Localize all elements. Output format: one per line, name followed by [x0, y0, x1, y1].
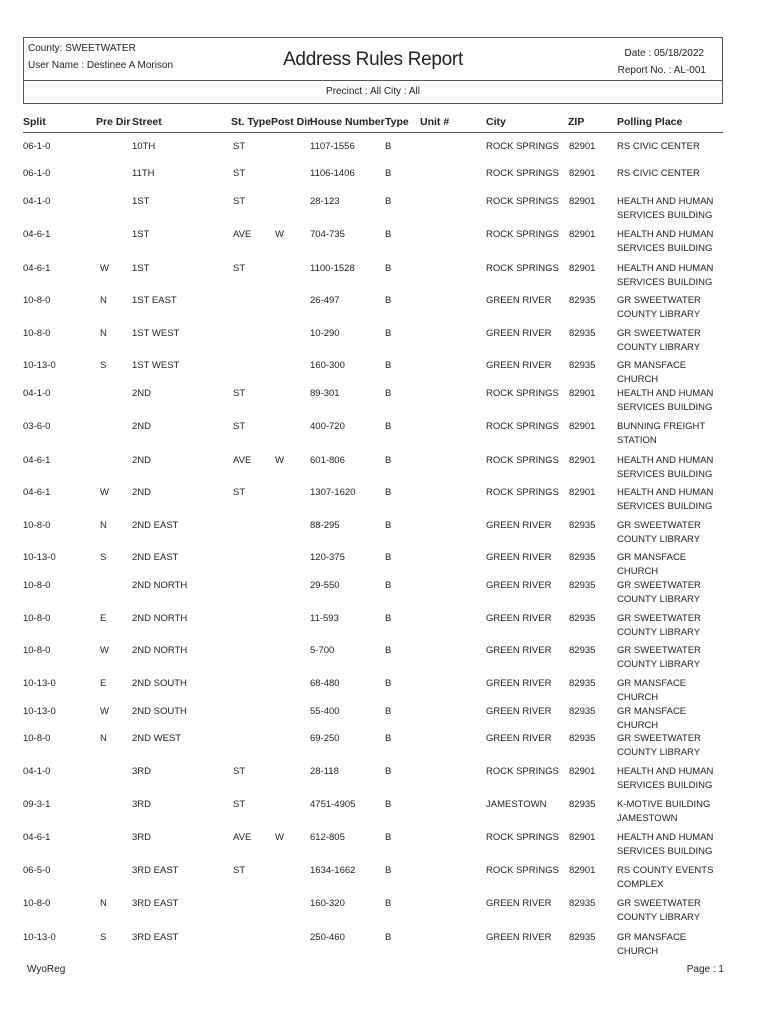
cell-split: 04-6-1: [23, 487, 51, 498]
table-row: [0, 387, 770, 417]
cell-pre-dir: W: [100, 263, 109, 274]
cell-zip: 82901: [569, 168, 596, 179]
cell-st-type: ST: [233, 421, 246, 432]
table-row: [0, 294, 770, 324]
cell-zip: 82901: [569, 766, 596, 777]
cell-city: GREEN RIVER: [486, 295, 552, 306]
cell-city: ROCK SPRINGS: [486, 832, 559, 843]
cell-house-number: 612-805: [310, 832, 345, 843]
cell-street: 10TH: [132, 141, 156, 152]
cell-polling-place: GR MANSFACE CHURCH: [617, 932, 687, 957]
cell-split: 06-1-0: [23, 168, 51, 179]
cell-pre-dir: E: [100, 613, 107, 624]
table-row: [0, 579, 770, 609]
cell-type: B: [385, 229, 392, 240]
table-row: [0, 195, 770, 225]
col-post-dir: Post Dir: [271, 116, 312, 128]
report-date: Date : 05/18/2022: [624, 48, 704, 59]
cell-house-number: 68-480: [310, 678, 340, 689]
cell-city: GREEN RIVER: [486, 328, 552, 339]
cell-polling-place: GR SWEETWATER COUNTY LIBRARY: [617, 328, 701, 353]
cell-st-type: ST: [233, 388, 246, 399]
footer-app-name: WyoReg: [27, 964, 66, 975]
cell-house-number: 160-300: [310, 360, 345, 371]
table-row: [0, 486, 770, 516]
cell-zip: 82935: [569, 706, 596, 717]
table-row: [0, 765, 770, 795]
cell-split: 04-1-0: [23, 388, 51, 399]
cell-split: 09-3-1: [23, 799, 51, 810]
cell-polling-place: GR SWEETWATER COUNTY LIBRARY: [617, 898, 701, 923]
cell-city: GREEN RIVER: [486, 360, 552, 371]
table-row: [0, 732, 770, 762]
cell-polling-place: GR MANSFACE CHURCH: [617, 678, 687, 703]
cell-city: ROCK SPRINGS: [486, 388, 559, 399]
cell-city: GREEN RIVER: [486, 580, 552, 591]
cell-type: B: [385, 168, 392, 179]
cell-zip: 82901: [569, 832, 596, 843]
cell-split: 10-8-0: [23, 520, 51, 531]
cell-type: B: [385, 360, 392, 371]
cell-zip: 82901: [569, 865, 596, 876]
cell-city: ROCK SPRINGS: [486, 141, 559, 152]
cell-street: 3RD: [132, 832, 152, 843]
cell-city: ROCK SPRINGS: [486, 865, 559, 876]
cell-street: 3RD EAST: [132, 898, 179, 909]
cell-split: 10-8-0: [23, 898, 51, 909]
cell-zip: 82935: [569, 360, 596, 371]
cell-street: 1ST EAST: [132, 295, 177, 306]
cell-split: 10-8-0: [23, 580, 51, 591]
report-number: Report No. : AL-001: [617, 65, 706, 76]
cell-zip: 82935: [569, 328, 596, 339]
cell-polling-place: GR SWEETWATER COUNTY LIBRARY: [617, 613, 701, 638]
cell-split: 10-8-0: [23, 613, 51, 624]
cell-type: B: [385, 520, 392, 531]
cell-street: 3RD: [132, 799, 152, 810]
cell-street: 2ND NORTH: [132, 645, 188, 656]
cell-st-type: ST: [233, 263, 246, 274]
cell-zip: 82935: [569, 552, 596, 563]
cell-house-number: 1307-1620: [310, 487, 356, 498]
cell-city: GREEN RIVER: [486, 706, 552, 717]
cell-house-number: 1100-1528: [310, 263, 355, 274]
table-row: [0, 420, 770, 450]
report-header: [23, 37, 723, 81]
cell-split: 10-8-0: [23, 733, 51, 744]
cell-house-number: 1106-1406: [310, 168, 355, 179]
cell-polling-place: GR MANSFACE CHURCH: [617, 552, 687, 577]
cell-street: 11TH: [132, 168, 155, 179]
cell-zip: 82935: [569, 799, 596, 810]
cell-zip: 82935: [569, 520, 596, 531]
cell-polling-place: HEALTH AND HUMAN SERVICES BUILDING: [617, 766, 714, 791]
cell-street: 2ND EAST: [132, 520, 179, 531]
cell-polling-place: RS CIVIC CENTER: [617, 141, 700, 152]
cell-pre-dir: W: [100, 706, 109, 717]
cell-house-number: 11-593: [310, 613, 339, 624]
table-row: [0, 359, 770, 389]
cell-pre-dir: W: [100, 645, 109, 656]
cell-street: 2ND SOUTH: [132, 706, 187, 717]
cell-city: ROCK SPRINGS: [486, 196, 559, 207]
cell-street: 1ST: [132, 229, 150, 240]
cell-house-number: 29-550: [310, 580, 340, 591]
cell-zip: 82901: [569, 487, 596, 498]
cell-polling-place: HEALTH AND HUMAN SERVICES BUILDING: [617, 832, 714, 857]
cell-polling-place: HEALTH AND HUMAN SERVICES BUILDING: [617, 388, 714, 413]
cell-st-type: ST: [233, 141, 246, 152]
cell-post-dir: W: [275, 832, 284, 843]
cell-house-number: 28-123: [310, 196, 340, 207]
cell-zip: 82901: [569, 455, 596, 466]
cell-house-number: 89-301: [310, 388, 340, 399]
cell-type: B: [385, 388, 392, 399]
cell-street: 3RD EAST: [132, 865, 179, 876]
col-polling-place: Polling Place: [617, 116, 683, 128]
cell-street: 2ND: [132, 487, 152, 498]
cell-post-dir: W: [275, 455, 284, 466]
cell-pre-dir: N: [100, 733, 107, 744]
cell-house-number: 4751-4905: [310, 799, 356, 810]
cell-type: B: [385, 932, 392, 943]
table-row: [0, 262, 770, 292]
cell-house-number: 120-375: [310, 552, 345, 563]
table-row: [0, 612, 770, 642]
cell-street: 1ST WEST: [132, 360, 180, 371]
cell-zip: 82935: [569, 678, 596, 689]
cell-street: 1ST WEST: [132, 328, 180, 339]
cell-pre-dir: W: [100, 487, 109, 498]
header-divider: [23, 132, 723, 133]
cell-house-number: 1107-1556: [310, 141, 355, 152]
cell-zip: 82901: [569, 229, 596, 240]
cell-split: 10-8-0: [23, 328, 51, 339]
cell-street: 2ND: [132, 455, 152, 466]
cell-street: 2ND SOUTH: [132, 678, 187, 689]
cell-house-number: 1634-1662: [310, 865, 356, 876]
col-zip: ZIP: [568, 116, 585, 128]
cell-city: GREEN RIVER: [486, 678, 552, 689]
footer-page-number: Page : 1: [686, 964, 724, 975]
cell-polling-place: HEALTH AND HUMAN SERVICES BUILDING: [617, 455, 714, 480]
cell-city: ROCK SPRINGS: [486, 421, 559, 432]
filter-line: Precinct : All City : All: [23, 80, 723, 104]
col-house-number: House Number: [310, 116, 385, 128]
cell-split: 06-5-0: [23, 865, 51, 876]
table-row: [0, 519, 770, 549]
cell-street: 2ND EAST: [132, 552, 179, 563]
cell-house-number: 10-290: [310, 328, 340, 339]
cell-pre-dir: N: [100, 898, 107, 909]
cell-city: GREEN RIVER: [486, 733, 552, 744]
cell-split: 04-1-0: [23, 196, 51, 207]
cell-polling-place: BUNNING FREIGHT STATION: [617, 421, 705, 446]
cell-house-number: 704-735: [310, 229, 345, 240]
cell-city: GREEN RIVER: [486, 520, 552, 531]
cell-city: GREEN RIVER: [486, 552, 552, 563]
cell-type: B: [385, 455, 392, 466]
cell-house-number: 88-295: [310, 520, 340, 531]
table-row: [0, 454, 770, 484]
table-row: [0, 705, 770, 735]
cell-street: 2ND NORTH: [132, 613, 188, 624]
cell-city: ROCK SPRINGS: [486, 229, 559, 240]
cell-split: 10-13-0: [23, 678, 56, 689]
cell-type: B: [385, 733, 392, 744]
cell-zip: 82901: [569, 263, 596, 274]
cell-polling-place: RS COUNTY EVENTS COMPLEX: [617, 865, 714, 890]
cell-type: B: [385, 865, 392, 876]
cell-type: B: [385, 295, 392, 306]
cell-st-type: AVE: [233, 455, 252, 466]
cell-pre-dir: S: [100, 360, 107, 371]
cell-street: 3RD: [132, 766, 152, 777]
cell-house-number: 601-806: [310, 455, 345, 466]
cell-st-type: AVE: [233, 832, 252, 843]
table-row: [0, 931, 770, 961]
cell-type: B: [385, 328, 392, 339]
cell-city: GREEN RIVER: [486, 898, 552, 909]
cell-st-type: ST: [233, 196, 246, 207]
cell-zip: 82901: [569, 388, 596, 399]
cell-pre-dir: E: [100, 678, 107, 689]
cell-polling-place: GR MANSFACE CHURCH: [617, 360, 687, 385]
cell-split: 10-8-0: [23, 645, 51, 656]
cell-zip: 82901: [569, 141, 596, 152]
cell-street: 1ST: [132, 263, 150, 274]
cell-polling-place: HEALTH AND HUMAN SERVICES BUILDING: [617, 229, 714, 254]
cell-polling-place: GR SWEETWATER COUNTY LIBRARY: [617, 580, 701, 605]
cell-house-number: 160-320: [310, 898, 345, 909]
cell-zip: 82901: [569, 196, 596, 207]
cell-type: B: [385, 421, 392, 432]
cell-zip: 82901: [569, 421, 596, 432]
cell-type: B: [385, 487, 392, 498]
cell-split: 10-13-0: [23, 706, 56, 717]
cell-post-dir: W: [275, 229, 284, 240]
cell-street: 2ND WEST: [132, 733, 182, 744]
user-name-label: User Name : Destinee A Morison: [28, 60, 174, 71]
cell-zip: 82935: [569, 932, 596, 943]
table-row: [0, 798, 770, 828]
cell-polling-place: GR MANSFACE CHURCH: [617, 706, 687, 731]
cell-zip: 82935: [569, 898, 596, 909]
cell-type: B: [385, 766, 392, 777]
table-row: [0, 831, 770, 861]
cell-city: ROCK SPRINGS: [486, 487, 559, 498]
cell-city: GREEN RIVER: [486, 932, 552, 943]
cell-city: ROCK SPRINGS: [486, 168, 559, 179]
cell-city: ROCK SPRINGS: [486, 766, 559, 777]
cell-polling-place: HEALTH AND HUMAN SERVICES BUILDING: [617, 263, 714, 288]
cell-zip: 82935: [569, 580, 596, 591]
cell-st-type: AVE: [233, 229, 252, 240]
table-row: [0, 140, 770, 170]
table-row: [0, 327, 770, 357]
cell-type: B: [385, 552, 392, 563]
cell-st-type: ST: [233, 168, 246, 179]
table-row: [0, 864, 770, 894]
cell-polling-place: GR SWEETWATER COUNTY LIBRARY: [617, 295, 701, 320]
cell-split: 06-1-0: [23, 141, 51, 152]
cell-street: 1ST: [132, 196, 150, 207]
cell-st-type: ST: [233, 487, 246, 498]
cell-type: B: [385, 799, 392, 810]
cell-pre-dir: S: [100, 552, 107, 563]
cell-st-type: ST: [233, 766, 246, 777]
cell-zip: 82935: [569, 733, 596, 744]
cell-polling-place: GR SWEETWATER COUNTY LIBRARY: [617, 733, 701, 758]
cell-polling-place: HEALTH AND HUMAN SERVICES BUILDING: [617, 487, 714, 512]
col-pre-dir: Pre Dir: [96, 116, 131, 128]
cell-split: 10-13-0: [23, 360, 56, 371]
cell-type: B: [385, 141, 392, 152]
cell-type: B: [385, 678, 392, 689]
cell-split: 10-8-0: [23, 295, 51, 306]
cell-city: GREEN RIVER: [486, 645, 552, 656]
cell-type: B: [385, 196, 392, 207]
cell-split: 04-6-1: [23, 832, 51, 843]
cell-house-number: 69-250: [310, 733, 340, 744]
cell-split: 03-6-0: [23, 421, 51, 432]
cell-type: B: [385, 645, 392, 656]
table-row: [0, 897, 770, 927]
cell-polling-place: K-MOTIVE BUILDING JAMESTOWN: [617, 799, 711, 824]
col-street: Street: [132, 116, 162, 128]
cell-street: 3RD EAST: [132, 932, 179, 943]
cell-house-number: 5-700: [310, 645, 335, 656]
table-row: [0, 644, 770, 674]
cell-type: B: [385, 706, 392, 717]
col-split: Split: [23, 116, 46, 128]
cell-city: GREEN RIVER: [486, 613, 552, 624]
cell-pre-dir: N: [100, 295, 107, 306]
cell-city: JAMESTOWN: [486, 799, 547, 810]
cell-st-type: ST: [233, 799, 246, 810]
cell-house-number: 28-118: [310, 766, 339, 777]
cell-split: 04-6-1: [23, 263, 51, 274]
county-label: County: SWEETWATER: [28, 43, 136, 54]
cell-street: 2ND: [132, 388, 152, 399]
cell-pre-dir: N: [100, 328, 107, 339]
cell-street: 2ND NORTH: [132, 580, 188, 591]
cell-type: B: [385, 832, 392, 843]
cell-split: 10-13-0: [23, 932, 56, 943]
cell-polling-place: HEALTH AND HUMAN SERVICES BUILDING: [617, 196, 714, 221]
cell-house-number: 55-400: [310, 706, 340, 717]
cell-type: B: [385, 898, 392, 909]
col-type: Type: [385, 116, 409, 128]
table-row: [0, 677, 770, 707]
cell-split: 04-6-1: [23, 455, 51, 466]
cell-split: 04-1-0: [23, 766, 51, 777]
cell-zip: 82935: [569, 613, 596, 624]
cell-split: 04-6-1: [23, 229, 51, 240]
cell-house-number: 400-720: [310, 421, 345, 432]
cell-zip: 82935: [569, 295, 596, 306]
col-st-type: St. Type: [231, 116, 272, 128]
cell-house-number: 26-497: [310, 295, 340, 306]
cell-st-type: ST: [233, 865, 246, 876]
cell-polling-place: GR SWEETWATER COUNTY LIBRARY: [617, 520, 701, 545]
table-row: [0, 167, 770, 197]
cell-polling-place: GR SWEETWATER COUNTY LIBRARY: [617, 645, 701, 670]
cell-zip: 82935: [569, 645, 596, 656]
cell-type: B: [385, 263, 392, 274]
cell-city: ROCK SPRINGS: [486, 263, 559, 274]
cell-house-number: 250-460: [310, 932, 345, 943]
cell-city: ROCK SPRINGS: [486, 455, 559, 466]
table-row: [0, 228, 770, 258]
cell-type: B: [385, 613, 392, 624]
col-city: City: [486, 116, 506, 128]
cell-street: 2ND: [132, 421, 152, 432]
report-title: Address Rules Report: [283, 49, 463, 70]
cell-split: 10-13-0: [23, 552, 56, 563]
cell-polling-place: RS CIVIC CENTER: [617, 168, 700, 179]
cell-pre-dir: S: [100, 932, 107, 943]
table-row: [0, 551, 770, 581]
col-unit: Unit #: [420, 116, 450, 128]
cell-type: B: [385, 580, 392, 591]
cell-pre-dir: N: [100, 520, 107, 531]
